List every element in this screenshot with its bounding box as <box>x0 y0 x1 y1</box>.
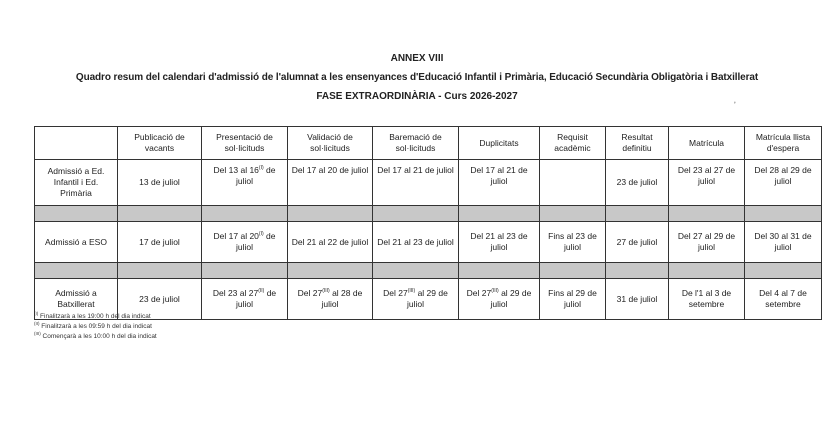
table-cell: 23 de juliol <box>606 160 669 206</box>
table-cell: Fins al 23 de juliol <box>540 222 606 263</box>
header-cell: Presentació de sol·licituds <box>202 127 288 160</box>
footnote: $^{(II)}$ Finalitzarà a les 09:59 h del dia indicat <box>34 320 152 330</box>
table-cell: Fins al 29 de juliol <box>540 279 606 320</box>
header-cell: Validació de sol·licituds <box>288 127 373 160</box>
table-cell: Del $27^{(III)}$ al 28 de juliol <box>288 279 373 320</box>
document-subtitle: Quadro resum del calendari d'admissió de l'alumnat a les ensenyances d'Educació Infantil i Primària, Educació Secundària Obligatòria i Batxillerat <box>75 72 759 83</box>
footnote: $^{(III)}$ Començarà a les 10:00 h del dia indicat <box>34 330 157 340</box>
header-cell: Matrícula <box>669 127 745 160</box>
header-cell: Publicació de vacants <box>118 127 202 160</box>
table-cell: Del 17 al 21 de juliol <box>459 160 540 206</box>
phase-title: FASE EXTRAORDINÀRIA - Curs 2026-2027 <box>316 91 518 102</box>
table-cell: Del 21 al 22 de juliol <box>288 222 373 263</box>
table-header-row <box>35 127 822 160</box>
separator-row <box>35 263 822 279</box>
row-label: Admissió a Batxillerat <box>35 279 118 320</box>
table-cell <box>540 160 606 206</box>
table-cell: 31 de juliol <box>606 279 669 320</box>
row-label: Admissió a Ed. Infantil i Ed. Primària <box>35 160 118 206</box>
table-cell: 27 de juliol <box>606 222 669 263</box>
table-cell: Del 17 al 21 de juliol <box>373 160 459 206</box>
table-cell: Del $27^{(III)}$ al 29 de juliol <box>459 279 540 320</box>
table-cell: Del 13 al $16^{(I)}$ de juliol <box>202 160 288 206</box>
table-cell: Del 27 al 29 de juliol <box>669 222 745 263</box>
table-cell: Del 21 al 23 de juliol <box>373 222 459 263</box>
row-label: Admissió a ESO <box>35 222 118 263</box>
table-cell: Del 23 al $27^{(II)}$ de juliol <box>202 279 288 320</box>
table-cell: De l'1 al 3 de setembre <box>669 279 745 320</box>
stray-mark: ʼ <box>734 101 736 110</box>
table-cell: Del $27^{(III)}$ al 29 de juliol <box>373 279 459 320</box>
header-cell: Requisit acadèmic <box>540 127 606 160</box>
separator-row <box>35 206 822 222</box>
footnotes <box>34 312 157 342</box>
table-cell: 13 de juliol <box>118 160 202 206</box>
table-cell: Del 23 al 27 de juliol <box>669 160 745 206</box>
table-cell: 17 de juliol <box>118 222 202 263</box>
footnote: $^{(I)}$ Finalitzarà a les 19:00 h del dia indicat <box>34 310 151 320</box>
table-cell: Del 4 al 7 de setembre <box>745 279 822 320</box>
table-cell: Del 28 al 29 de juliol <box>745 160 822 206</box>
header-cell: Resultat definitiu <box>606 127 669 160</box>
table-cell: Del 21 al 23 de juliol <box>459 222 540 263</box>
table-row <box>35 222 822 263</box>
header-cell: Baremació de sol·licituds <box>373 127 459 160</box>
annex-title: ANNEX VIII <box>390 53 444 64</box>
table-row <box>35 160 822 206</box>
header-cell: Duplicitats <box>459 127 540 160</box>
table-cell: Del 17 al 20 de juliol <box>288 160 373 206</box>
table-cell: Del 17 al $20^{(I)}$ de juliol <box>202 222 288 263</box>
admission-calendar-table <box>34 126 822 320</box>
header-cell: Matrícula llista d'espera <box>745 127 822 160</box>
table-cell: 23 de juliol <box>118 279 202 320</box>
table-cell: Del 30 al 31 de juliol <box>745 222 822 263</box>
header-cell <box>35 127 118 160</box>
